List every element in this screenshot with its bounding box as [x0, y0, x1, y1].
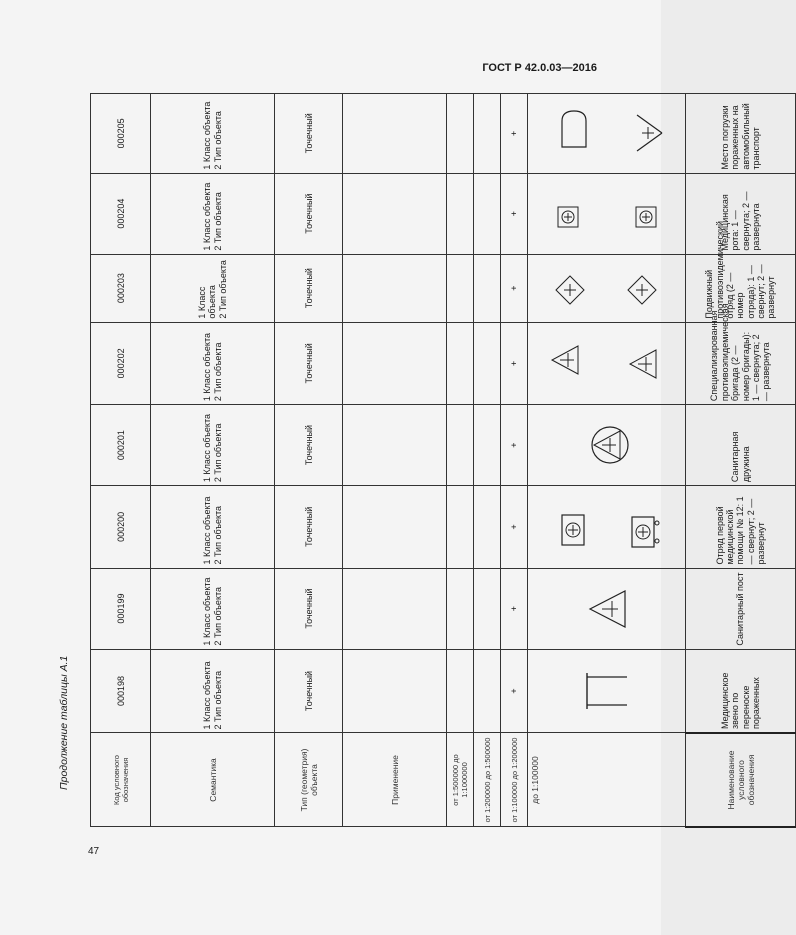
- page-number: 47: [88, 846, 100, 857]
- note-cell: [343, 94, 447, 174]
- plus-mark: +: [501, 405, 528, 486]
- header-name-row: [686, 94, 796, 828]
- symbol-medical-stretcher-unit: [528, 649, 686, 733]
- header-code: Код условного обозначения: [91, 733, 151, 827]
- note-cell: [343, 405, 447, 486]
- first-aid-detachment-icon: [532, 498, 682, 555]
- code-cell: 000198: [91, 649, 151, 733]
- loading-site-icon: [532, 105, 682, 161]
- plus-mark: +: [501, 649, 528, 733]
- triangle-cross-icon: [532, 581, 682, 637]
- header-note: Применение: [343, 733, 447, 827]
- semantics-cell: 1 Класс объекта 2 Тип объекта: [151, 173, 275, 254]
- header-semantics-row: [151, 94, 275, 828]
- row-name: Специализированная противоэпидемическая бригада (2 — номер бригады): 1 — свернута; 2 — развернута: [686, 322, 796, 404]
- plus-mark: +: [501, 568, 528, 649]
- type-cell: Точечный: [275, 94, 343, 174]
- code-cell: 000202: [91, 322, 151, 404]
- circle-triangle-icon: [532, 417, 682, 473]
- code-cell: 000204: [91, 173, 151, 254]
- plus-mark: +: [501, 94, 528, 174]
- header-note-row: [343, 94, 447, 828]
- note-cell: [343, 486, 447, 568]
- code-cell: 000200: [91, 486, 151, 568]
- header-m4-row: [447, 94, 474, 828]
- type-cell: Точечный: [275, 568, 343, 649]
- code-cell: 000201: [91, 405, 151, 486]
- header-code-row: [91, 94, 151, 828]
- semantics-cell: 1 Класс объекта 2 Тип объекта: [151, 405, 275, 486]
- header-m1-row: [528, 94, 686, 828]
- row-name: Санитарная дружина: [686, 405, 796, 486]
- header-m3-row: [474, 94, 501, 828]
- symbol-medical-company: [528, 173, 686, 254]
- note-cell: [343, 649, 447, 733]
- header-type: Тип (геометрия) объекта: [275, 733, 343, 827]
- row-name: Подвижный противоэпидемический отряд (2 — номер отряда): 1 — свернут; 2 — развернут: [686, 254, 796, 322]
- symbol-loading-site: [528, 94, 686, 174]
- semantics-cell: 1 Класс объекта 2 Тип объекта: [151, 568, 275, 649]
- type-cell: Точечный: [275, 405, 343, 486]
- header-scale-2: от 1:100000 до 1:200000: [501, 733, 528, 827]
- brigade-triangles-icon: [532, 335, 682, 392]
- code-cell: 000199: [91, 568, 151, 649]
- note-cell: [343, 322, 447, 404]
- type-cell: Точечный: [275, 649, 343, 733]
- code-cell: 000205: [91, 94, 151, 174]
- symbol-sanitary-post: [528, 568, 686, 649]
- symbol-sanitary-squad: [528, 405, 686, 486]
- diamond-cross-icon: [532, 260, 682, 316]
- table-caption: Продолжение таблицы А.1: [58, 655, 70, 790]
- header-scale-3: от 1:200000 до 1:500000: [474, 733, 501, 827]
- header-scale-4: от 1:500000 до 1:1000000: [447, 733, 474, 827]
- semantics-cell: 1 Класс объекта 2 Тип объекта: [151, 649, 275, 733]
- row-name: Место погрузки пораженных на автомобильный транспорт: [686, 94, 796, 174]
- semantics-cell: 1 Класс объекта 2 Тип объекта: [151, 322, 275, 404]
- plus-mark: +: [501, 486, 528, 568]
- symbol-first-aid-detachment: [528, 486, 686, 568]
- row-name: Медицинская рота: 1 — свернута; 2 — развернута: [686, 173, 796, 254]
- semantics-cell: 1 Класс объекта 2 Тип объекта: [151, 94, 275, 174]
- standard-title: ГОСТ Р 42.0.03—2016: [482, 62, 597, 74]
- type-cell: Точечный: [275, 486, 343, 568]
- semantics-cell: 1 Класс объекта 2 Тип объекта: [151, 486, 275, 568]
- note-cell: [343, 254, 447, 322]
- stretcher-symbol-icon: [532, 663, 682, 719]
- row-name: Санитарный пост: [686, 568, 796, 649]
- rotated-table-wrapper: [90, 93, 777, 828]
- header-m2-row: [501, 94, 528, 828]
- plus-mark: +: [501, 254, 528, 322]
- symbol-epidemic-brigade: [528, 322, 686, 404]
- header-type-row: [275, 94, 343, 828]
- note-cell: [343, 568, 447, 649]
- header-scale-1: до 1:100000: [528, 733, 686, 827]
- plus-mark: +: [501, 322, 528, 404]
- type-cell: Точечный: [275, 254, 343, 322]
- header-name: Наименование условного обозначения: [686, 733, 796, 827]
- plus-mark: +: [501, 173, 528, 254]
- header-semantics: Семантика: [151, 733, 275, 827]
- medical-company-icon: [532, 190, 682, 237]
- semantics-cell: 1 Класс объекта 2 Тип объекта: [151, 254, 275, 322]
- note-cell: [343, 173, 447, 254]
- symbol-mobile-epidemic-unit: [528, 254, 686, 322]
- code-cell: 000203: [91, 254, 151, 322]
- type-cell: Точечный: [275, 173, 343, 254]
- row-name: Медицинское звено по переноске пораженных: [686, 649, 796, 733]
- row-name: Отряд первой медицинской помощи № 12: 1 — свернут; 2 — развернут: [686, 486, 796, 568]
- type-cell: Точечный: [275, 322, 343, 404]
- symbols-table: [90, 93, 796, 828]
